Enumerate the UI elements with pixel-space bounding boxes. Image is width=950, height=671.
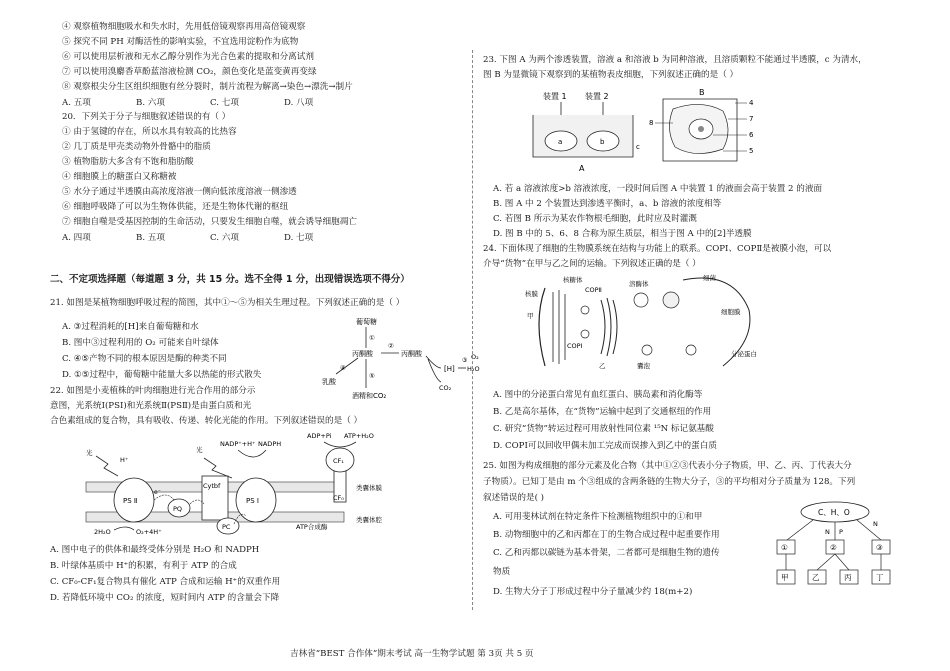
statement-8: ⑧ 观察根尖分生区组织细胞有丝分裂时，制片流程为解离→染色→漂洗→制片: [62, 82, 353, 92]
ding-label: 丁: [876, 573, 884, 582]
q20-statement-6: ⑥ 细胞呼吸降了可以为生物体供能，还是生物体代谢的枢纽: [62, 202, 289, 212]
psi-label: PS Ⅰ: [246, 497, 259, 505]
q19-options: [62, 96, 358, 108]
q25-stem-line-2: 子物质）。已知丁是由 m 个③组成的含两条链的生物大分子，③的平均相对分子质量为 128。下列: [483, 477, 856, 487]
vesicle-1: [581, 306, 589, 314]
q25-stem-line-3: 叙述错误的是( ): [483, 493, 544, 503]
q20-options: [62, 231, 358, 243]
q25-option-b: B. 动物细胞中的乙和丙都在丁的生物合成过程中起重要作用: [493, 530, 720, 540]
statement-5: ⑤ 探究不同 PH 对酶活性的影响实验，不宜选用淀粉作为底物: [62, 37, 299, 47]
option-b: B. 五项: [136, 233, 165, 243]
q21-option-a: A. ③过程消耗的[H]来自葡萄糖和水: [62, 322, 199, 332]
q24-stem-line-1: 24. 下面体现了细胞的生物膜系统在结构与功能上的联系。COPⅠ、COPⅡ是被膜小泡，可以: [483, 244, 832, 254]
option-c: C. 六项: [210, 233, 239, 243]
compound-tree-diagram: [773, 498, 913, 598]
cf0-label: CF₀: [333, 494, 344, 502]
num-5: ⑤: [369, 372, 375, 380]
light-2-label: 光: [196, 446, 203, 454]
option-d: D. 八项: [284, 98, 314, 108]
q20-statement-1: ① 由于氢键的存在，所以水具有较高的比热容: [62, 127, 237, 137]
secretion-diagram: [523, 270, 793, 378]
q21-option-c: C. ④⑤产物不同的根本原因是酶的种类不同: [62, 354, 227, 364]
ribosome-label: 核糖体: [563, 276, 583, 284]
light-1-label: 光: [86, 449, 93, 457]
q22-option-a: A. 图中电子的供体和最终受体分别是 H₂O 和 NADPH: [50, 545, 260, 555]
q21-stem: 21. 如图是某植物细胞呼吸过程的简图，其中①～⑤为相关生理过程。下列叙述正确的是（ ）: [50, 298, 405, 308]
num-6: 6: [749, 131, 754, 139]
water-split-arrow: [114, 527, 134, 530]
figure-a-label: A: [579, 164, 585, 173]
vesicle-2: [581, 330, 589, 338]
q23-option-a: A. 若 a 溶液浓度>b 溶液浓度，一段时间后图 A 中装置 1 的液面会高于装置 2 的液面: [493, 184, 823, 194]
glucose-label: 葡萄糖: [356, 318, 377, 326]
q20-statement-5: ⑤ 水分子通过半透膜由高浓度溶液一侧向低浓度溶液一侧渗透: [62, 187, 297, 197]
respiration-diagram: [296, 312, 480, 402]
bing-label: 丙: [844, 573, 852, 582]
monomer-2-label: ②: [830, 543, 837, 552]
q24-option-c: C. 研究“货物”转运过程可用放射性同位素 ¹⁵N 标记氨基酸: [493, 424, 714, 434]
golgi-stacks: [601, 298, 617, 356]
num-8: 8: [649, 119, 654, 127]
pq-label: PQ: [173, 505, 183, 513]
jia-label: 甲: [781, 573, 789, 582]
o2-label: O₂: [471, 353, 479, 361]
nadph-label: NADPH: [258, 440, 282, 448]
water-label: 2H₂O: [94, 528, 111, 536]
a-label: a: [558, 138, 563, 146]
pc-label: PC: [222, 523, 231, 531]
q22-option-d: D. 若降低环境中 CO₂ 的浓度，短时间内 ATP 的含量会下降: [50, 593, 280, 603]
num-4: ④: [340, 364, 346, 372]
q20-statement-3: ③ 植物脂肪大多含有不饱和脂肪酸: [62, 157, 194, 167]
bacteria-label: 细菌: [703, 274, 716, 282]
transport-vesicle: [642, 345, 652, 355]
q20-stem: 20．下列关于分子与细胞叙述错误的有（ ）: [62, 112, 231, 122]
jia-label: 甲: [527, 312, 534, 320]
monomer-3-label: ③: [876, 543, 883, 552]
h-plus-label: H⁺: [120, 456, 129, 464]
option-b: B. 六项: [136, 98, 165, 108]
num-2: ②: [388, 342, 394, 350]
q22-stem-line-2: 意图，光系统Ⅰ(PSⅠ)和光系统Ⅱ(PSⅡ)是由蛋白质和光: [50, 401, 252, 411]
statement-4: ④ 观察植物细胞吸水和失水时，先用低倍镜观察再用高倍镜观察: [62, 22, 306, 32]
light-arrow-2: [204, 458, 232, 478]
q20-statement-4: ④ 细胞膜上的糖蛋白又称糖被: [62, 172, 177, 182]
statement-7: ⑦ 可以使用溴麝香草酚蓝溶液检测 CO₂，颜色变化是蓝变黄再变绿: [62, 67, 317, 77]
nucleus-label: 核膜: [525, 290, 538, 298]
num-1: ①: [369, 334, 375, 342]
n-label: N: [825, 528, 830, 536]
membrane-label: 细胞膜: [721, 308, 741, 316]
num-3: ③: [462, 357, 468, 364]
statement-6: ⑥ 可以使用层析液和无水乙醇分别作为光合色素的提取和分离试剂: [62, 52, 314, 62]
phagosome: [663, 292, 679, 308]
q24-option-d: D. COPⅠ可以回收甲偶未加工完成而误掺入到乙中的蛋白质: [493, 441, 717, 451]
er-membranes: [553, 290, 565, 364]
ethanol-label: 酒精和CO₂: [352, 392, 387, 400]
q24-stem-line-2: 介导“货物”在甲与乙之间的运输。下列叙述正确的是（ ）: [483, 259, 701, 269]
nucleus: [698, 126, 704, 132]
p-label: P: [839, 528, 843, 536]
vesicle-label: 囊泡: [637, 362, 650, 370]
q23-option-c: C. 若图 B 所示为某农作物根毛细胞，此时应及时灌溉: [493, 214, 697, 224]
q25-stem-line-1: 25. 如图为构成细胞的部分元素及化合物（其中①②③代表小分子物质，甲、乙、丙、丁代表大分: [483, 461, 852, 471]
monomer-1-label: ①: [781, 543, 788, 552]
q20-statement-2: ② 几丁质是甲壳类动物外骨骼中的脂质: [62, 142, 211, 152]
option-a: A. 五项: [62, 98, 91, 108]
membrane-label: 类囊体膜: [356, 484, 382, 492]
q20-statement-7: ⑦ 细胞自噬是受基因控制的生命活动，只要发生细胞自噬，就会诱导细胞凋亡: [62, 217, 357, 227]
secretory-label: 分泌蛋白: [731, 350, 757, 358]
option-c: C. 七项: [210, 98, 239, 108]
figure-b-top-label: B: [699, 88, 705, 97]
q21-option-b: B. 图中③过程利用的 O₂ 可能来自叶绿体: [62, 338, 219, 348]
nadp-arrow: [238, 450, 266, 457]
q24-option-b: B. 乙是高尔基体，在“货物”运输中起到了交通枢纽的作用: [493, 407, 712, 417]
num-5: 5: [749, 147, 754, 155]
q22-stem-line-3: 合色素组成的复合物，具有吸收、传递、转化光能的作用。下列叙述错误的是（ ）: [50, 416, 363, 426]
q22-option-c: C. CF₀-CF₁复合物具有催化 ATP 合成和运输 H⁺的双重作用: [50, 577, 281, 587]
edge-1: [787, 520, 813, 540]
q23-option-b: B. 图 A 中 2 个装置达到渗透平衡时，a、b 溶液的浓度相等: [493, 199, 722, 209]
copi-label: COPⅠ: [567, 342, 583, 350]
cytbf-label: Cytbf: [203, 482, 221, 490]
atp-label: ATP+H₂O: [344, 432, 374, 440]
lysosome: [634, 293, 648, 307]
q22-stem-line-1: 22. 如图是小麦植株的叶肉细胞进行光合作用的部分示: [50, 386, 256, 396]
lysosome-label: 溶酶体: [629, 280, 649, 288]
yi-label: 乙: [599, 362, 606, 370]
q25-option-a: A. 可用斐林试剂在特定条件下检测植物组织中的①和甲: [493, 512, 703, 522]
electron-label: e⁻: [154, 489, 161, 496]
osmosis-diagram: [523, 85, 793, 175]
pyruvate-label-2: 丙酮酸: [401, 350, 422, 358]
yi-label: 乙: [812, 573, 820, 582]
b-label: b: [600, 138, 605, 146]
psii-label: PS Ⅱ: [123, 497, 138, 505]
lumen-label: 类囊体腔: [356, 516, 382, 524]
o2-label: O₂+4H⁺: [136, 528, 162, 536]
q25-option-c: C. 乙和丙都以碳链为基本骨架，二者都可是细胞生物的遗传: [493, 548, 720, 558]
device-2-label: 装置 2: [585, 92, 609, 101]
q23-option-d: D. 图 B 中的 5、6、8 合称为原生质层，相当于图 A 中的[2]半透膜: [493, 229, 752, 239]
water-label: H₂O: [467, 365, 480, 373]
arrow-to-h: [426, 356, 441, 368]
q21-option-d: D. ①⑤过程中，葡萄糖中能量大多以热能的形式散失: [62, 370, 262, 380]
cf1-label: CF₁: [333, 457, 344, 465]
q23-stem-line-1: 23. 下图 A 为两个渗透装置，溶液 a 和溶液 b 为同种溶液，且溶质颗粒不能通过半透膜，c 为清水，: [483, 55, 867, 65]
secretory-vesicle: [686, 345, 696, 355]
q25-option-c-cont: 物质: [493, 567, 511, 577]
nadp-label: NADP⁺+H⁺: [220, 440, 256, 448]
atp-synthase-label: ATP合成酶: [296, 523, 328, 531]
page-footer: 吉林省“BEST 合作体”期末考试 高一生物学试题 第 3页 共 5 页: [290, 649, 534, 659]
q23-stem-line-2: 图 B 为显微镜下观察到的某植物表皮细胞，下列叙述正确的是（ ）: [483, 70, 739, 80]
lactic-label: 乳酸: [322, 378, 336, 386]
option-a: A. 四项: [62, 233, 91, 243]
adp-label: ADP+Pi: [307, 432, 332, 440]
light-arrow-1: [96, 456, 118, 476]
option-d: D. 七项: [284, 233, 314, 243]
num-7: 7: [749, 115, 754, 123]
copii-label: COPⅡ: [585, 286, 602, 294]
c-label: c: [636, 143, 640, 151]
n2-label: N: [873, 520, 878, 528]
q24-option-a: A. 图中的分泌蛋白常见有血红蛋白、胰岛素和消化酶等: [493, 390, 703, 400]
num-4: 4: [749, 99, 754, 107]
elements-label: C、H、O: [818, 508, 850, 517]
q25-option-d: D. 生物大分子丁形成过程中分子量减少约 18(m+2): [493, 587, 693, 597]
column-divider: [472, 50, 473, 610]
h-label: [H]: [444, 365, 455, 373]
nuclear-envelope: [539, 288, 545, 366]
photosynthesis-diagram: [74, 430, 404, 540]
atp-arrow: [324, 442, 356, 447]
q22-option-b: B. 叶绿体基质中 H⁺的积累，有利于 ATP 的合成: [50, 561, 237, 571]
co2-label: CO₂: [439, 384, 452, 392]
arrow-to-co2: [428, 359, 441, 382]
device-1-label: 装置 1: [543, 92, 567, 101]
section-2-heading: 二、不定项选择题（每道题 3 分，共 15 分。选不全得 1 分，出现错误选项不得分）: [50, 274, 410, 285]
pyruvate-label-1: 丙酮酸: [352, 350, 373, 358]
